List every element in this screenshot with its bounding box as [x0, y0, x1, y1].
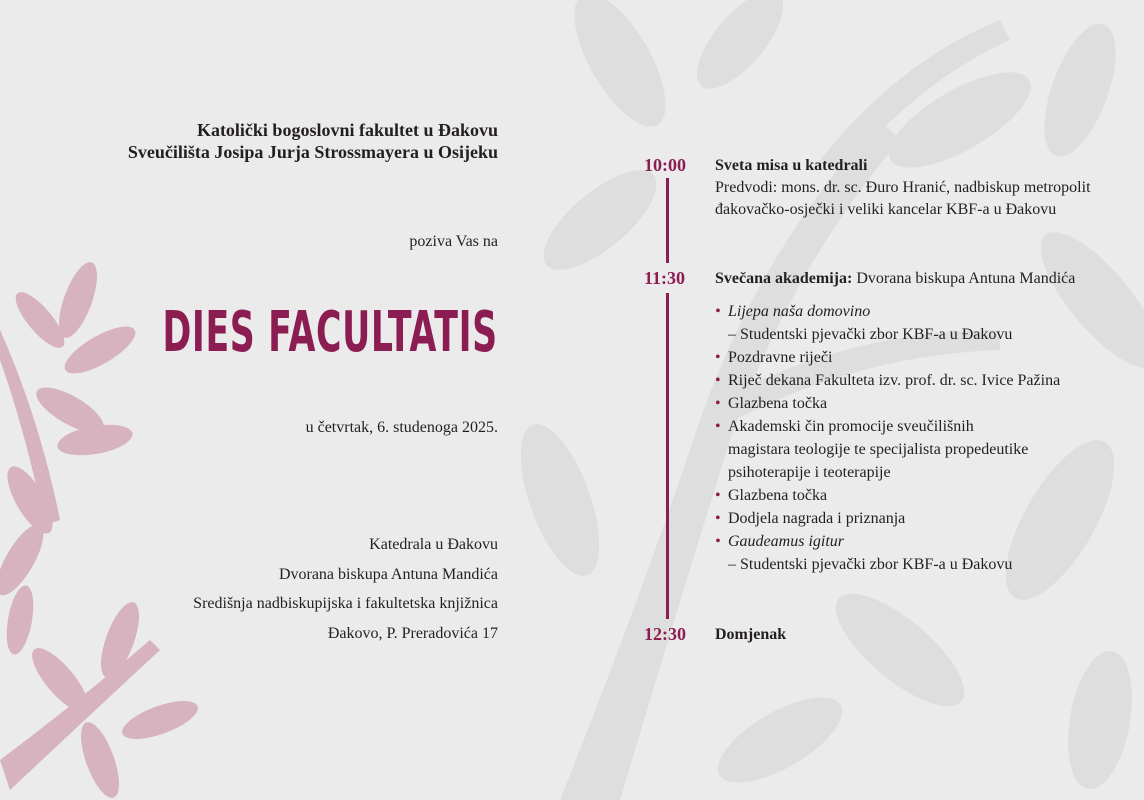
list-item: • Gaudeamus igitur [715, 530, 1060, 553]
mass-block [715, 155, 1091, 221]
time-10-00: 10:00 [644, 155, 686, 175]
reception-title: Domjenak [715, 626, 787, 643]
list-item: • Dodjela nagrada i priznanja [715, 507, 1060, 530]
list-item-sub: – Studentski pjevački zbor KBF-a u Đakovu [728, 326, 1013, 343]
mass-desc-1: Predvodi: mons. dr. sc. Đuro Hranić, nadbiskup metropolit [715, 179, 1091, 196]
location-1: Katedrala u Đakovu [369, 536, 498, 553]
list-item: • Riječ dekana Fakulteta izv. prof. dr. sc. Ivice Pažina [715, 369, 1060, 392]
academy-heading [715, 268, 1075, 290]
time-11-30: 11:30 [644, 268, 686, 288]
time-12-30: 12:30 [644, 624, 686, 644]
location-2: Dvorana biskupa Antuna Mandića [278, 566, 498, 583]
university-name: Sveučilišta Josipa Jurja Strossmayera u Osijeku [127, 142, 498, 162]
faculty-name: Katolički bogoslovni fakultet u Đakovu [196, 120, 498, 140]
academy-place: Dvorana biskupa Antuna Mandića [852, 270, 1076, 287]
list-item-cont: psihoterapije i teoterapije [728, 464, 891, 481]
list-item: • Lijepa naša domovino [715, 300, 1060, 323]
event-date: u četvrtak, 6. studenoga 2025. [305, 419, 498, 436]
mass-desc-2: đakovačko-osječki i veliki kancelar KBF-a u Đakovu [715, 201, 1057, 218]
list-item-sub: – Studentski pjevački zbor KBF-a u Đakovu [728, 556, 1013, 573]
academy-title: Svečana akademija: [715, 270, 853, 287]
mass-title: Sveta misa u katedrali [715, 157, 868, 174]
list-item: • Akademski čin promocije sveučilišnih [715, 415, 1060, 438]
academy-program-list [715, 300, 1060, 576]
event-title: DIES FACULTATIS [162, 300, 498, 365]
timeline-line [666, 178, 669, 263]
list-item-cont: magistara teologije te specijalista propedeutike [728, 441, 1029, 458]
location-4: Đakovo, P. Preradovića 17 [327, 625, 498, 642]
list-item: • Pozdravne riječi [715, 346, 1060, 369]
invite-text: poziva Vas na [409, 233, 498, 250]
location-3: Središnja nadbiskupijska i fakultetska knjižnica [193, 595, 498, 612]
list-item: • Glazbena točka [715, 484, 1060, 507]
list-item: • Glazbena točka [715, 392, 1060, 415]
timeline-line [666, 293, 669, 619]
